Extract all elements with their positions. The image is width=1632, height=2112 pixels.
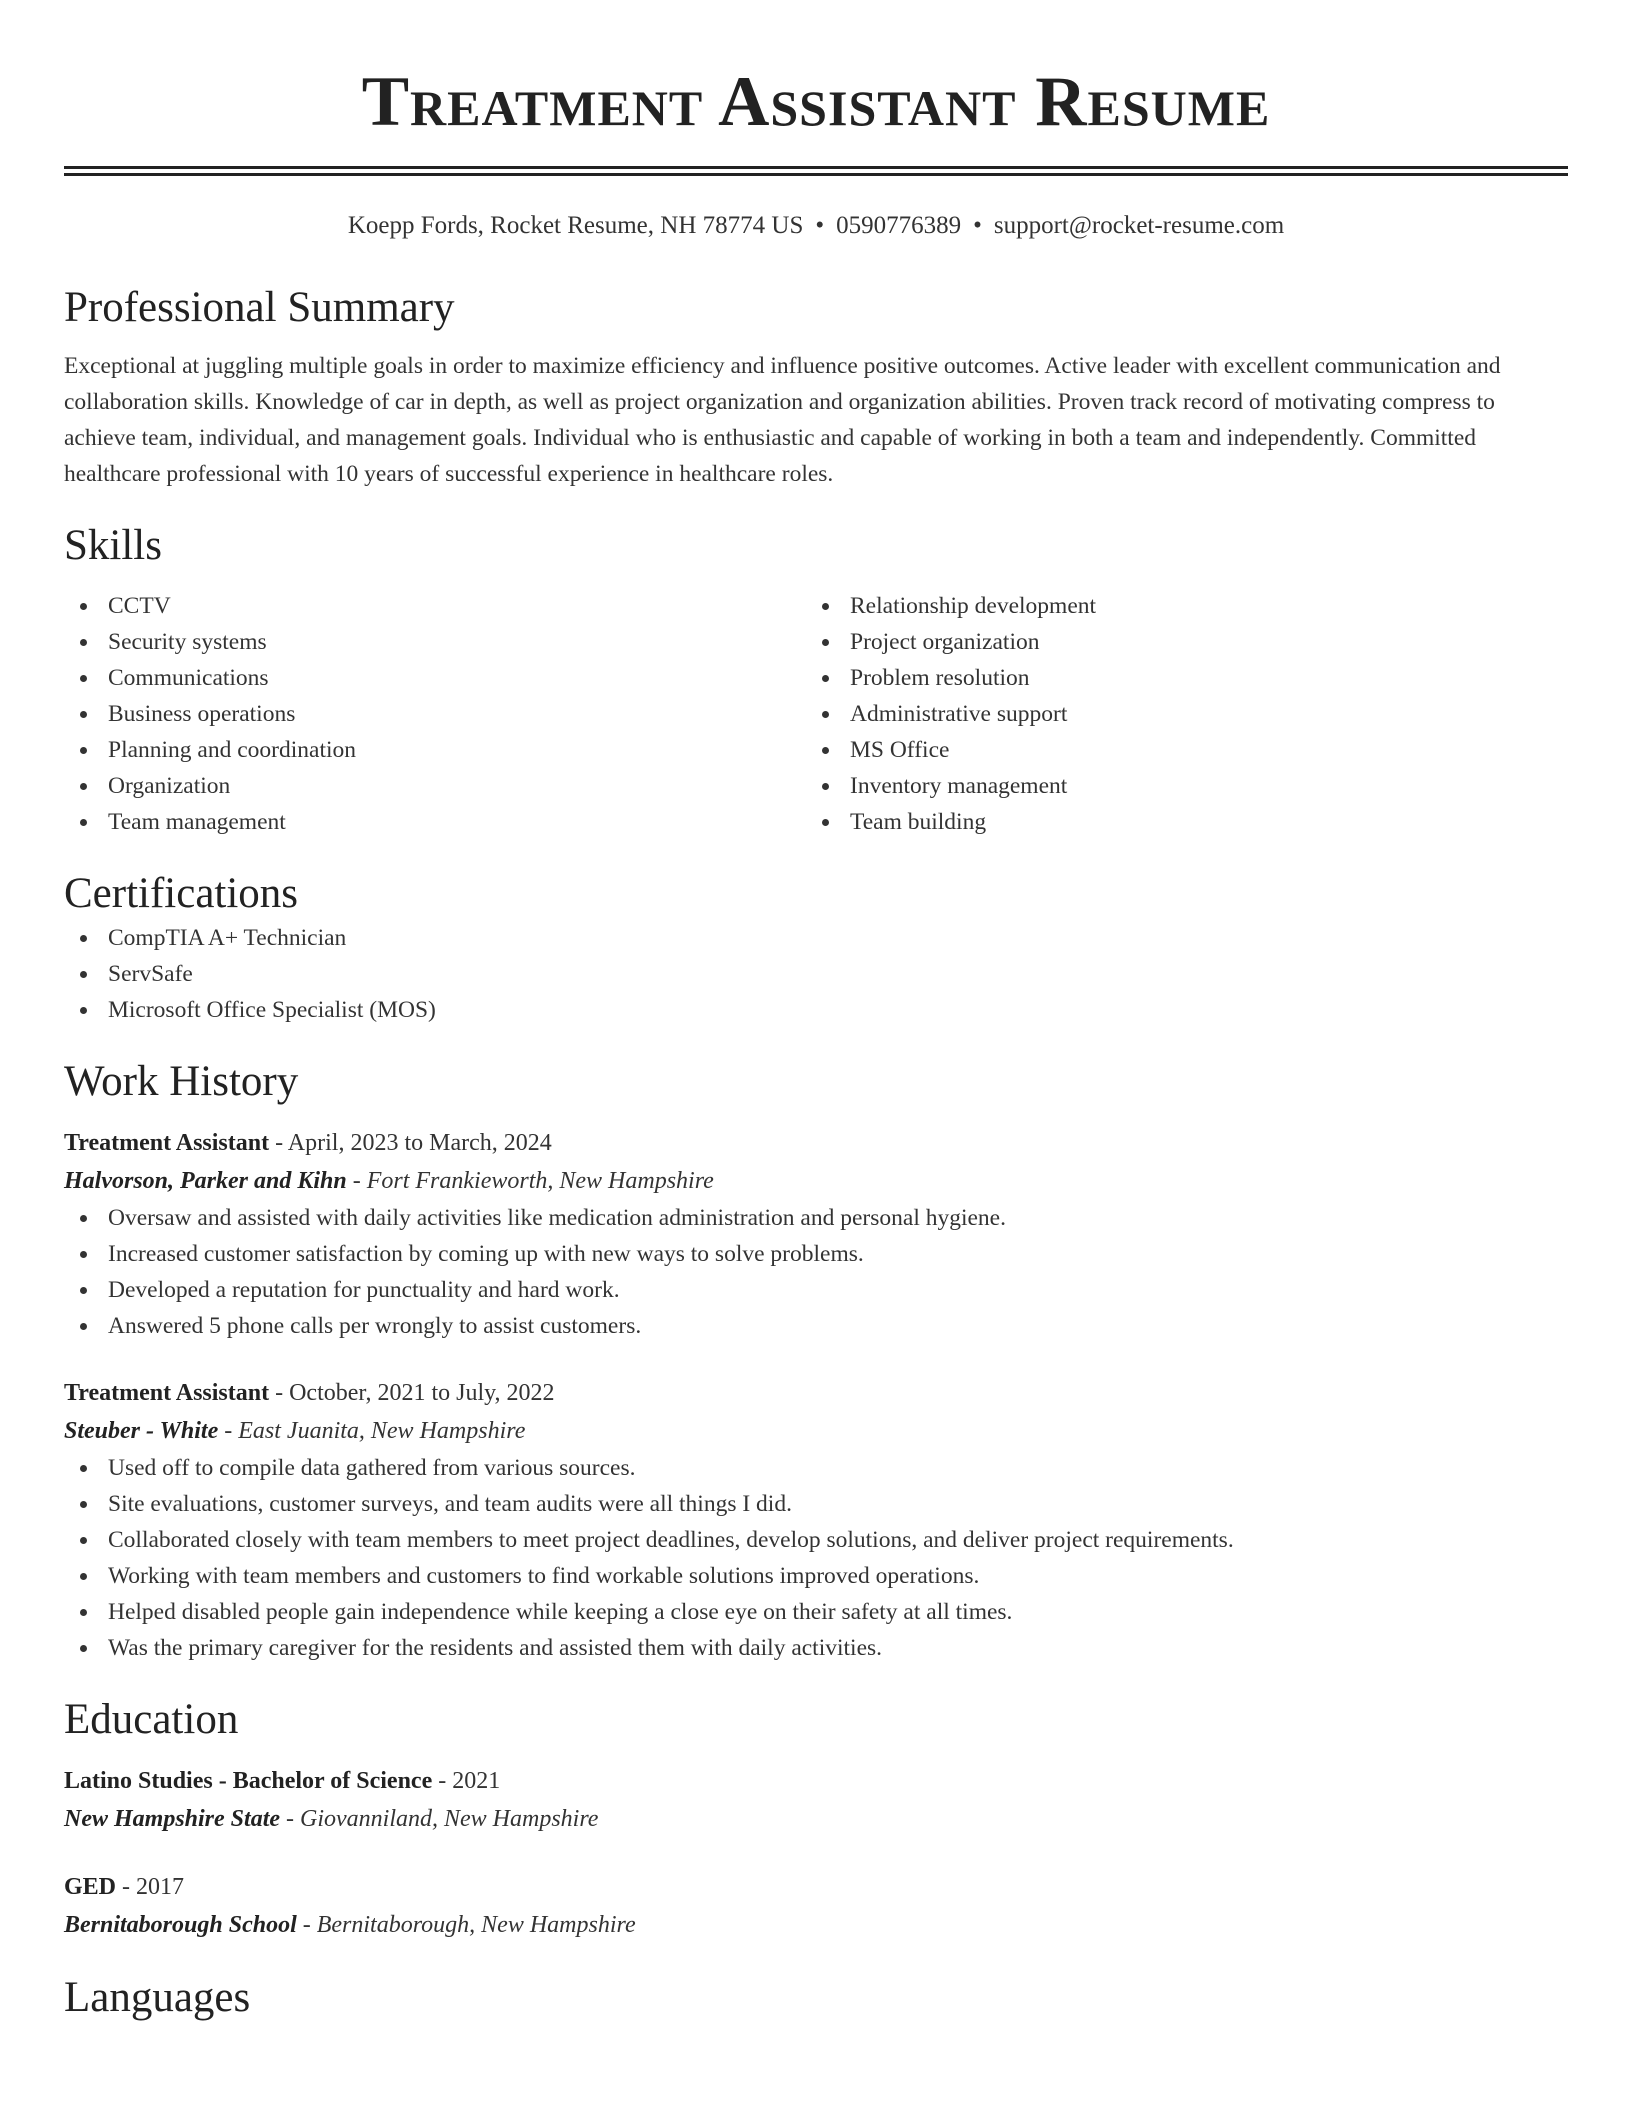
job-header	[64, 1124, 1568, 1162]
education-school: Bernitaborough School	[64, 1912, 297, 1938]
page-title: Treatment Assistant Resume	[361, 63, 1271, 141]
education-institution	[64, 1906, 1568, 1944]
job-duty: Working with team members and customers to find workable solutions improved operations.	[64, 1558, 1568, 1594]
job-dates: - April, 2023 to March, 2024	[269, 1130, 552, 1156]
education-entry	[64, 1762, 1568, 1838]
education-heading: Education	[64, 1696, 239, 1743]
skill-item: Administrative support	[806, 696, 1548, 732]
job-duty: Developed a reputation for punctuality and hard work.	[64, 1272, 1568, 1308]
contact-line	[64, 210, 1568, 242]
contact-phone: 0590776389	[836, 212, 962, 239]
education-degree: GED	[64, 1874, 117, 1900]
job-duty: Used off to compile data gathered from various sources.	[64, 1450, 1568, 1486]
skill-item: Team management	[64, 804, 806, 840]
job-location: - Fort Frankieworth, New Hampshire	[346, 1168, 714, 1194]
job-entry	[64, 1374, 1568, 1666]
job-company: Halvorson, Parker and Kihn	[64, 1168, 347, 1194]
languages-heading: Languages	[64, 1974, 251, 2021]
education-institution	[64, 1800, 1568, 1838]
job-title: Treatment Assistant	[64, 1130, 270, 1156]
skills-column-right	[806, 588, 1548, 840]
skill-item: Inventory management	[806, 768, 1548, 804]
job-duty: Site evaluations, customer surveys, and team audits were all things I did.	[64, 1486, 1568, 1522]
contact-separator: •	[973, 212, 982, 239]
skill-item: MS Office	[806, 732, 1548, 768]
skill-item: CCTV	[64, 588, 806, 624]
certification-item: ServSafe	[64, 956, 1568, 992]
skills-heading: Skills	[64, 522, 162, 569]
job-duty: Oversaw and assisted with daily activities like medication administration and personal hygiene.	[64, 1200, 1568, 1236]
summary-heading: Professional Summary	[64, 284, 455, 331]
skills-list-right	[806, 588, 1548, 840]
skills-list-left	[64, 588, 806, 840]
skill-item: Problem resolution	[806, 660, 1548, 696]
skills-grid	[64, 588, 1568, 840]
skill-item: Communications	[64, 660, 806, 696]
work-history-heading: Work History	[64, 1058, 299, 1105]
job-duty: Answered 5 phone calls per wrongly to assist customers.	[64, 1308, 1568, 1344]
education-header	[64, 1762, 1568, 1800]
education-location: - Bernitaborough, New Hampshire	[296, 1912, 636, 1938]
job-duty: Increased customer satisfaction by coming up with new ways to solve problems.	[64, 1236, 1568, 1272]
summary-text: Exceptional at juggling multiple goals in order to maximize efficiency and influence positive outcomes. Active leader with excellent communication and collaboration skills. Knowledge of car in depth, as well as project organization and organization abilities. Proven track record of motivating compress to achieve team, individual, and management goals. Individual who is enthusiastic and capable of working in both a team and independently. Committed healthcare professional with 10 years of successful experience in healthcare roles.	[64, 353, 1501, 487]
education-location: - Giovanniland, New Hampshire	[280, 1806, 599, 1832]
certifications-list	[64, 920, 1568, 1028]
job-duties-list	[64, 1450, 1568, 1666]
skill-item: Planning and coordination	[64, 732, 806, 768]
job-employer	[64, 1162, 1568, 1200]
job-duties-list	[64, 1200, 1568, 1344]
education-entry	[64, 1868, 1568, 1944]
job-employer	[64, 1412, 1568, 1450]
title-divider	[64, 166, 1568, 176]
job-company: Steuber - White	[64, 1418, 219, 1444]
contact-address: Koepp Fords, Rocket Resume, NH 78774 US	[347, 212, 804, 239]
skill-item: Business operations	[64, 696, 806, 732]
contact-separator: •	[815, 212, 825, 239]
job-duty: Helped disabled people gain independence while keeping a close eye on their safety at all times.	[64, 1594, 1568, 1630]
skill-item: Relationship development	[806, 588, 1548, 624]
education-year: - 2017	[116, 1874, 185, 1900]
skill-item: Security systems	[64, 624, 806, 660]
job-entry	[64, 1124, 1568, 1344]
job-duty: Was the primary caregiver for the residents and assisted them with daily activities.	[64, 1630, 1568, 1666]
skill-item: Project organization	[806, 624, 1548, 660]
education-school: New Hampshire State	[64, 1806, 281, 1832]
job-title: Treatment Assistant	[64, 1380, 270, 1406]
resume-content	[64, 0, 1568, 2024]
job-header	[64, 1374, 1568, 1412]
job-location: - East Juanita, New Hampshire	[218, 1418, 526, 1444]
skill-item: Team building	[806, 804, 1548, 840]
education-year: - 2021	[432, 1768, 501, 1794]
certifications-heading: Certifications	[64, 870, 299, 917]
contact-email: support@rocket-resume.com	[993, 212, 1285, 239]
certification-item: CompTIA A+ Technician	[64, 920, 1568, 956]
education-degree: Latino Studies - Bachelor of Science	[64, 1768, 433, 1794]
skills-column-left	[64, 588, 806, 840]
job-dates: - October, 2021 to July, 2022	[269, 1380, 555, 1406]
certification-item: Microsoft Office Specialist (MOS)	[64, 992, 1568, 1028]
skill-item: Organization	[64, 768, 806, 804]
education-header	[64, 1868, 1568, 1906]
job-duty: Collaborated closely with team members to meet project deadlines, develop solutions, and deliver project requirements.	[64, 1522, 1568, 1558]
